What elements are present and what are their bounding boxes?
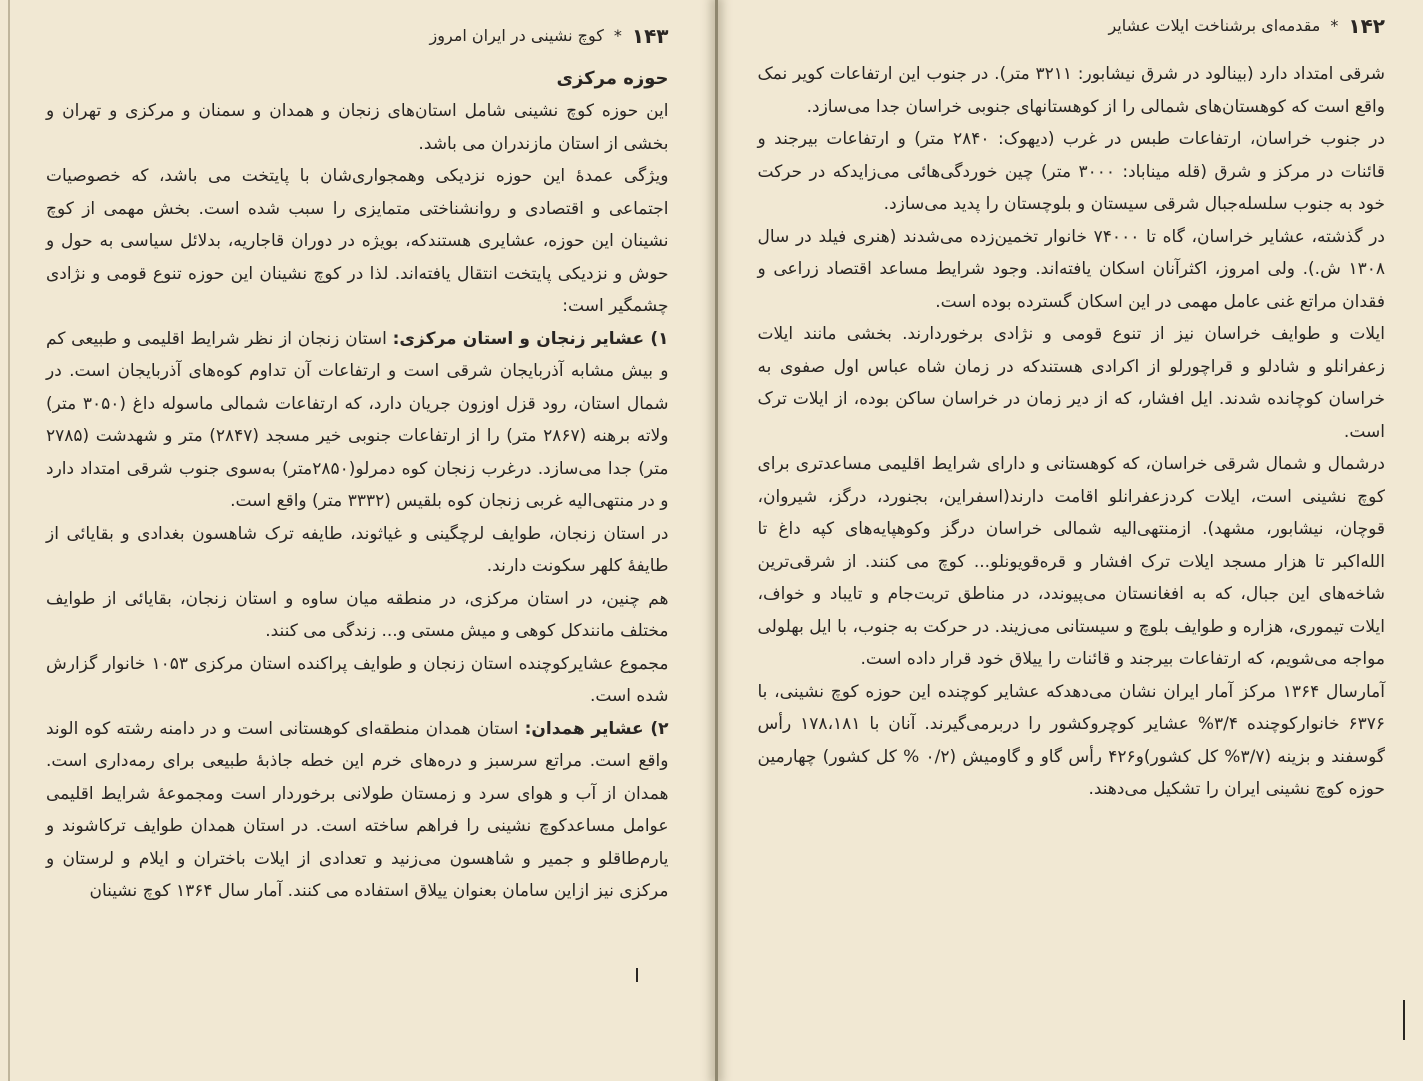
page-number: ۱۴۳: [631, 24, 669, 48]
section-title: حوزه مرکزی: [556, 68, 669, 89]
scan-mark: [636, 968, 638, 982]
subsection-paragraph: [46, 323, 669, 518]
running-head-right: [758, 12, 1386, 40]
spacer: [758, 40, 1386, 58]
asterisk-marker: *: [613, 26, 622, 45]
book-gutter: [715, 0, 718, 1081]
paragraph: در جنوب خراسان، ارتفاعات طبس در غرب (دیهوک: ۲۸۴۰ متر) و ارتفاعات بیرجند و قائنات در مرکز و شرق (قله میناباد: ۳۰۰۰ متر) چین خوردگی‌هائی می‌زایدکه در حرکت خود به جنوب سلسله‌جبال شرقی سیستان و بلوچستان را پدید می‌سازد.: [757, 129, 1386, 214]
subsection-paragraph: [46, 713, 669, 908]
paragraph: این حوزه کوچ نشینی شامل استان‌های زنجان و همدان و سمنان و مرکزی و تهران و بخشی از استان مازندران می باشد.: [46, 101, 669, 154]
paragraph: درشمال و شمال شرقی خراسان، که کوهستانی و دارای شرایط اقلیمی مساعدتری برای کوچ نشینی است، ایلات کردزعفرانلو اقامت دارند(اسفراین، بجنورد، درگز، شیروان، قوچان، نیشابور، مشهد). ازمنتهی‌الیه شمالی خراسان درگز وکوهپایه‌های کپه داغ تا الله‌اکبر تا هزار مسجد ایلات ترک افشار و قره‌قویونلو... کوچ می کنند. از شرقی‌ترین شاخه‌های این جبال، که به افغانستان می‌پیوندد، در مناطق تربت‌جام و تایباد و خواف، ایلات تیموری، هزاره و طوایف بلوچ و سیستانی می‌زیند. در حرکت به جنوب، با ایل بهلولی مواجه می‌شویم، که ارتفاعات بیرجند و قائنات را ییلاق خود قرار داده است.: [757, 454, 1385, 669]
subsection-heading: ۱) عشایر زنجان و استان مرکزی:: [392, 328, 669, 349]
running-title: کوچ نشینی در ایران امروز: [429, 26, 604, 45]
subsection-heading: ۲) عشایر همدان:: [524, 718, 669, 739]
scan-mark: [1403, 1000, 1405, 1040]
paragraph: هم چنین، در استان مرکزی، در منطقه میان ساوه و استان زنجان، بقایائی از طوایف مختلف مانندکل کوهی و میش مستی و... زندگی می کنند.: [46, 588, 669, 641]
page-edge-shadow: [8, 0, 10, 1081]
paragraph: مجموع عشایرکوچنده استان زنجان و طوایف پراکنده استان مرکزی ۱۰۵۳ خانوار گزارش شده است.: [46, 653, 669, 706]
running-head-left: [46, 22, 669, 50]
paragraph: در گذشته، عشایر خراسان، گاه تا ۷۴۰۰۰ خانوار تخمین‌زده می‌شدند (هنری فیلد در سال ۱۳۰۸ ش.). ولی امروز، اکثرآنان اسکان یافته‌اند. وجود شرایط مساعد اقتصاد زراعی و فقدان مراتع غنی عامل مهمی در این اسکان گسترده بوده است.: [757, 226, 1385, 312]
subsection-text: استان زنجان از نظر شرایط اقلیمی و طبیعی کم و بیش مشابه آذربایجان شرقی است و ارتفاعات آن تداوم کوه‌های آذربایجان است. در شمال استان، رود قزل اوزون جریان دارد، که ارتفاعات شمالی ماسوله داغ (۳۰۵۰ متر) ولاته برهنه (۲۸۶۷ متر) را از ارتفاعات جنوبی خیر مسجد (۲۸۴۷) متر و شهدشت (۲۷۸۵ متر) جدا می‌سازد. درغرب زنجان کوه دمرلو(۲۸۵۰متر) به‌سوی جنوب شرقی امتداد دارد و در منتهی‌الیه غربی زنجان کوه بلقیس (۳۳۳۲ متر) واقع است.: [46, 328, 669, 511]
paragraph: در استان زنجان، طوایف لرچگینی و غیاثوند، طایفه ترک شاهسون بغدادی و بقایائی از طایفهٔ کلهر سکونت دارند.: [46, 523, 669, 576]
running-title: مقدمه‌ای برشناخت ایلات عشایر: [1108, 16, 1321, 35]
subsection-text: استان همدان منطقه‌ای کوهستانی است و در دامنه رشته کوه الوند واقع است. مراتع سرسبز و دره‌های خرم این خطه جاذبهٔ طبیعی برای رمه‌داری است. همدان از آب و هوای سرد و زمستان طولانی برخوردار است ومجموعهٔ شرایط اقلیمی عوامل مساعدکوچ نشینی را فراهم ساخته است. در استان همدان طوایف ترکاشوند و یارم‌طاقلو و جمیر و شاهسون می‌زنید و تعدادی از ایلات باختران و ایلام و لرستان و مرکزی نیز ازاین سامان بعنوان ییلاق استفاده می کنند. آمار سال ۱۳۶۴ کوچ نشینان: [46, 718, 669, 901]
page-number: ۱۴۲: [1348, 14, 1385, 38]
asterisk-marker: *: [1330, 16, 1339, 35]
paragraph: ویژگی عمدهٔ این حوزه نزدیکی وهمجواری‌شان با پایتخت می باشد، که خصوصیات اجتماعی و اقتصادی و روانشناختی متمایزی را سبب شده است. بخش مهمی از کوچ نشینان این حوزه، عشایری هستندکه، بویژه در دوران قاجاریه، بدلائل سیاسی به حول و حوش و نزدیکی پایتخت انتقال یافته‌اند. لذا در کوچ نشینان این حوزه تنوع قومی و نژادی چشمگیر است:: [46, 166, 669, 316]
page-right: [718, 0, 1423, 1081]
paragraph: آمارسال ۱۳۶۴ مرکز آمار ایران نشان می‌دهدکه عشایر کوچنده این حوزه کوچ نشینی، با ۶۳۷۶ خانوارکوچنده ۳/۴% عشایر کوچروکشور را دربرمی‌گیرند. آنان با ۱۷۸،۱۸۱ رأس گوسفند و بزینه (۳/۷% کل کشور)و۴۲۶ رأس گاو و گاومیش (۰/۲ % کل کشور) چهارمین حوزه کوچ نشینی ایران را تشکیل می‌دهند.: [757, 681, 1385, 799]
paragraph: شرقی امتداد دارد (بینالود در شرق نیشابور: ۳۲۱۱ متر). در جنوب این ارتفاعات کویر نمک واقع است که کوهستان‌های شمالی را از کوهستانهای جنوبی خراسان جدا می‌سازد.: [757, 64, 1385, 117]
paragraph: ایلات و طوایف خراسان نیز از تنوع قومی و نژادی برخوردارند. بخشی مانند ایلات زعفرانلو و شادلو و قراچورلو از اکرادی هستندکه در زمان شاه عباس اول صفوی به خراسان کوچانده شدند. ایل افشار، که از دیر زمان در خراسان ساکن بوده، از ایلات ترک است.: [757, 324, 1385, 442]
